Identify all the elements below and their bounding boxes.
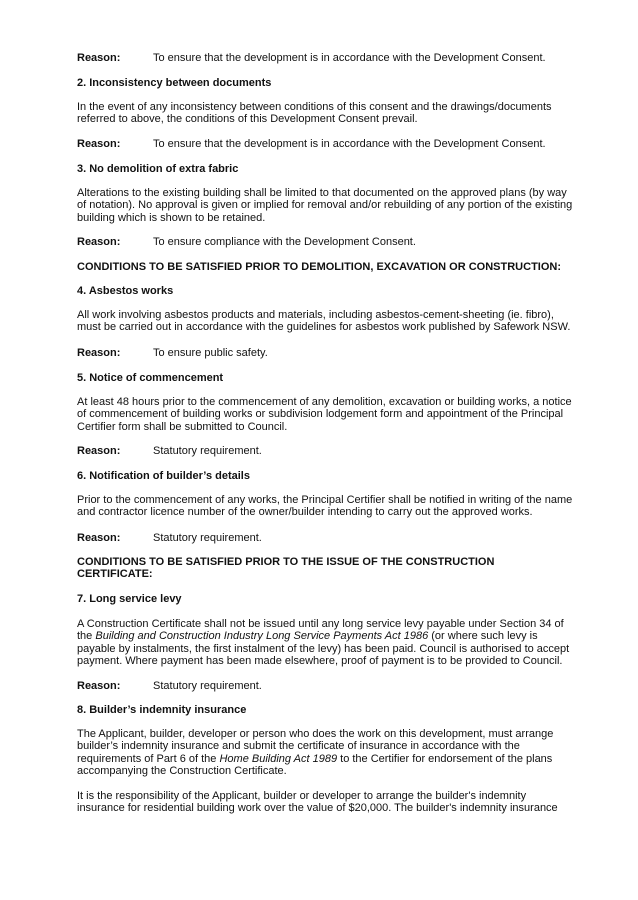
text-segment: Alterations to the existing building shall be limited to that documented on the approved plans (by way bbox=[77, 187, 567, 199]
paragraph-line bbox=[77, 643, 569, 656]
reason-label: Reason: bbox=[77, 532, 121, 544]
text-segment: It is the responsibility of the Applicant, builder or developer to arrange the builder's indemnity bbox=[77, 790, 527, 802]
act-title: Home Building Act 1989 bbox=[219, 752, 338, 765]
text-segment: builder’s indemnity insurance and submit the certificate of insurance in accordance with the bbox=[77, 740, 520, 753]
text-segment: 3. No demolition of extra fabric bbox=[77, 163, 239, 175]
paragraph-line bbox=[77, 101, 552, 114]
reason-text: To ensure that the development is in accordance with the Development Consent. bbox=[153, 52, 546, 64]
text-segment: 5. Notice of commencement bbox=[77, 372, 224, 384]
text-segment: 6. Notification of builder’s details bbox=[77, 470, 250, 482]
text-segment: The Applicant, builder, developer or person who does the work on this development, must arrange bbox=[77, 728, 554, 740]
reason-text: Statutory requirement. bbox=[153, 532, 262, 544]
reason-label: Reason: bbox=[77, 236, 121, 248]
text-segment: the bbox=[77, 630, 96, 643]
text-segment: to the Certifier for endorsement of the plans bbox=[337, 752, 553, 765]
paragraph-line bbox=[77, 765, 287, 778]
text-segment: referred to above, the conditions of this Development Consent prevail. bbox=[77, 113, 418, 126]
paragraph-line bbox=[77, 309, 554, 322]
section-heading bbox=[77, 285, 173, 298]
section-heading bbox=[77, 77, 271, 90]
text-segment: 7. Long service levy bbox=[77, 593, 182, 605]
reason-label: Reason: bbox=[77, 138, 121, 150]
paragraph-line bbox=[77, 506, 533, 519]
section-heading bbox=[77, 593, 182, 606]
paragraph-line bbox=[77, 199, 572, 212]
reason-label: Reason: bbox=[77, 52, 121, 64]
paragraph-line bbox=[77, 790, 526, 803]
text-segment: A Construction Certificate shall not be issued until any long service levy payable under Section 34 of bbox=[77, 618, 564, 630]
reason-text: To ensure compliance with the Development Consent. bbox=[153, 236, 416, 248]
text-segment: insurance for residential building work over the value of $20,000. The builder's indemnity insurance bbox=[77, 802, 558, 815]
section-heading bbox=[77, 372, 223, 385]
reason-text: Statutory requirement. bbox=[153, 445, 262, 457]
text-segment: payment. Where payment has been made elsewhere, proof of payment is to be provided to Council. bbox=[77, 655, 563, 668]
paragraph-line bbox=[77, 396, 572, 409]
paragraph-line bbox=[77, 655, 563, 668]
text-segment: accompanying the Construction Certificate. bbox=[77, 765, 287, 778]
paragraph-line bbox=[77, 740, 520, 753]
section-heading bbox=[77, 261, 561, 274]
paragraph-line bbox=[77, 212, 265, 225]
paragraph-line bbox=[77, 113, 418, 126]
text-segment: In the event of any inconsistency between conditions of this consent and the drawings/documents bbox=[77, 101, 552, 113]
paragraph-line bbox=[77, 630, 538, 643]
reason-text: Statutory requirement. bbox=[153, 680, 262, 692]
text-segment: CONDITIONS TO BE SATISFIED PRIOR TO THE ISSUE OF THE CONSTRUCTION bbox=[77, 556, 495, 568]
text-segment: All work involving asbestos products and materials, including asbestos-cement-sheeting (ie. fibro), bbox=[77, 309, 554, 321]
text-segment: building which is shown to be retained. bbox=[77, 211, 266, 224]
act-title: Building and Construction Industry Long Service Payments Act 1986 bbox=[95, 630, 429, 643]
text-segment: (or where such levy is bbox=[428, 630, 538, 643]
text-segment: of notation). No approval is given or implied for removal and/or rebuilding of any portion of the existing bbox=[77, 199, 573, 212]
text-segment: of commencement of building works or subdivision lodgement form and appointment of the Principal bbox=[77, 408, 564, 421]
text-segment: Certifier form shall be submitted to Council. bbox=[77, 420, 288, 433]
section-heading bbox=[77, 568, 153, 581]
text-segment: CONDITIONS TO BE SATISFIED PRIOR TO DEMOLITION, EXCAVATION OR CONSTRUCTION: bbox=[77, 261, 562, 273]
text-segment: must be carried out in accordance with the guidelines for asbestos work published by Safework NSW. bbox=[77, 321, 571, 334]
paragraph-line bbox=[77, 753, 552, 766]
paragraph-line bbox=[77, 408, 563, 421]
section-heading bbox=[77, 556, 494, 569]
reason-text: To ensure public safety. bbox=[153, 347, 268, 359]
section-heading bbox=[77, 163, 238, 176]
text-segment: and contractor licence number of the owner/builder intending to carry out the approved works. bbox=[77, 506, 533, 519]
text-segment: 2. Inconsistency between documents bbox=[77, 77, 272, 89]
reason-label: Reason: bbox=[77, 347, 121, 359]
paragraph-line bbox=[77, 618, 564, 631]
reason-label: Reason: bbox=[77, 680, 121, 692]
text-segment: At least 48 hours prior to the commencement of any demolition, excavation or building works, a notice bbox=[77, 396, 572, 408]
paragraph-line bbox=[77, 728, 553, 741]
text-segment: 4. Asbestos works bbox=[77, 285, 174, 297]
paragraph-line bbox=[77, 187, 567, 200]
text-segment: Prior to the commencement of any works, the Principal Certifier shall be notified in writing of the name bbox=[77, 494, 573, 506]
section-heading bbox=[77, 470, 250, 483]
paragraph-line bbox=[77, 421, 287, 434]
paragraph-line bbox=[77, 321, 570, 334]
paragraph-line bbox=[77, 494, 572, 507]
paragraph-line bbox=[77, 802, 558, 815]
reason-text: To ensure that the development is in accordance with the Development Consent. bbox=[153, 138, 546, 150]
reason-label: Reason: bbox=[77, 445, 121, 457]
text-segment: requirements of Part 6 of the bbox=[77, 752, 220, 765]
text-segment: 8. Builder’s indemnity insurance bbox=[77, 704, 247, 716]
text-segment: payable by instalments, the first instalment of the levy) has been paid. Council is authorised to accept bbox=[77, 642, 570, 655]
text-segment: CERTIFICATE: bbox=[77, 568, 153, 581]
section-heading bbox=[77, 704, 246, 717]
